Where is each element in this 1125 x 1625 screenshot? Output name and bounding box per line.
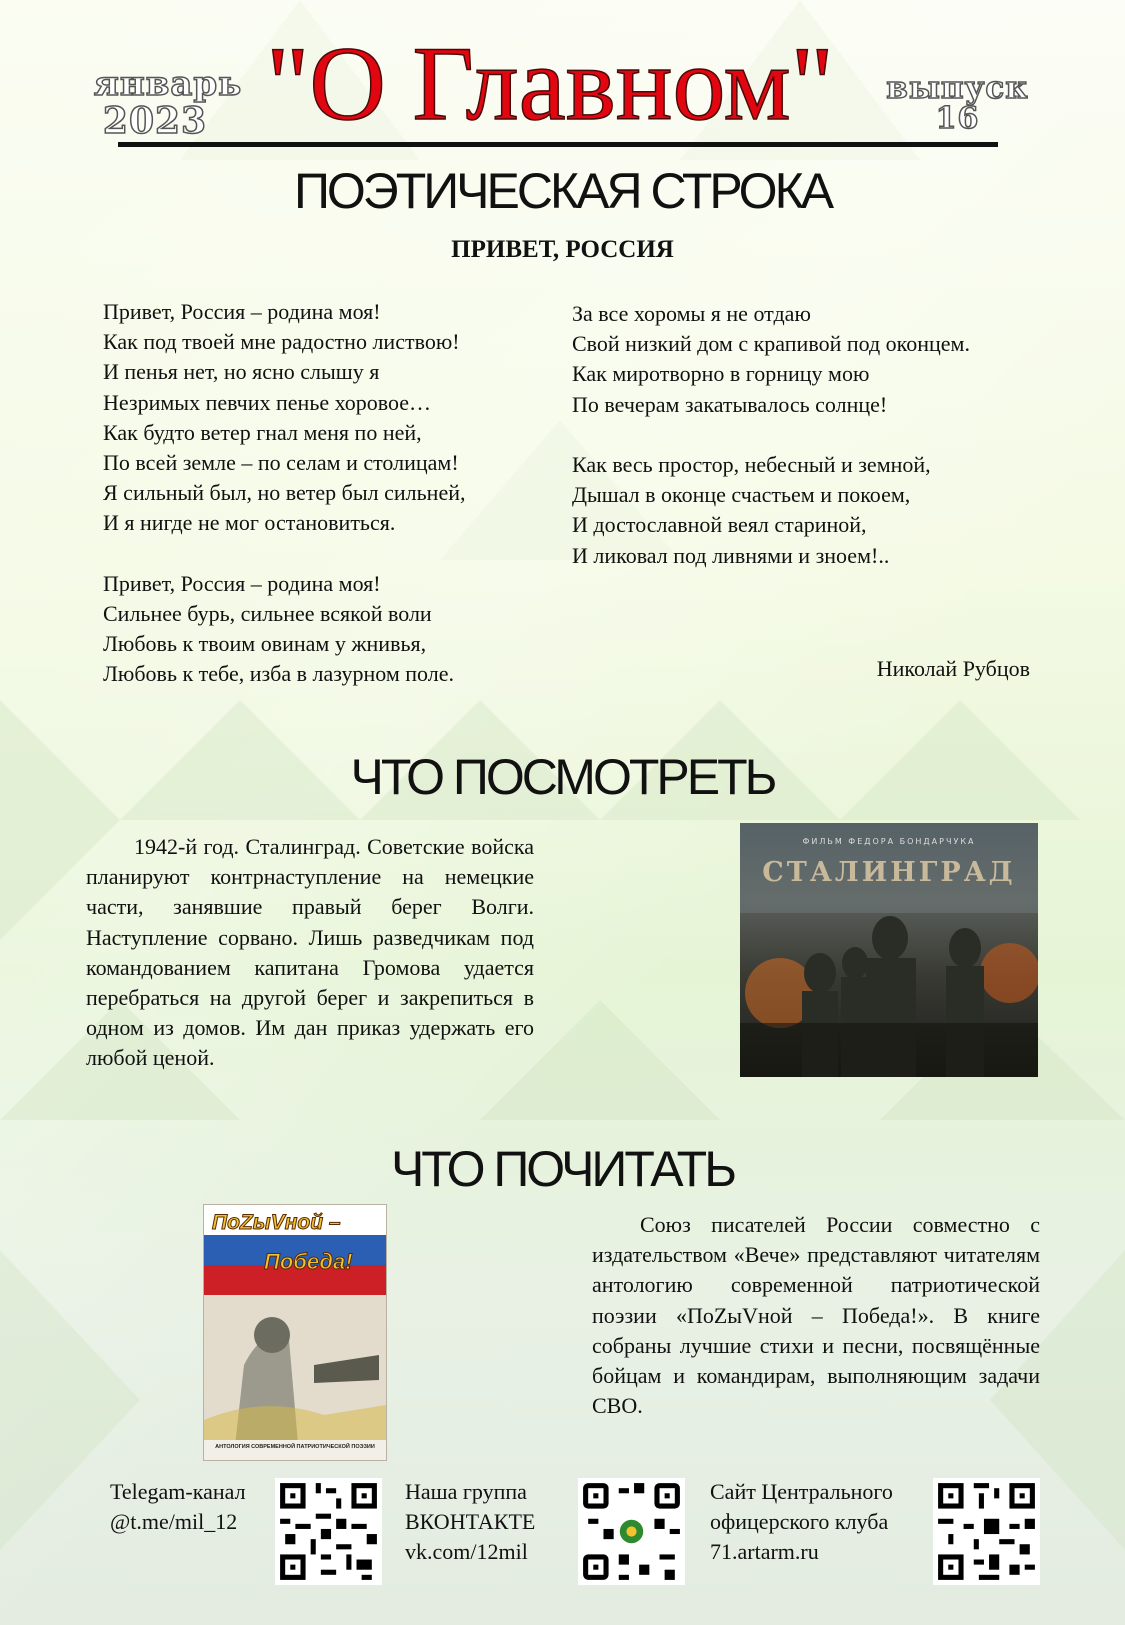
poem-left-column: Привет, Россия – родина моя! Как под твоей мне радостно листвою! И пенья нет, но ясно слышу я Незримых певчих пенье хоровое… Как будто ветер гнал меня по ней, По всей земле – по селам и столицам! Я сильный был, но ветер был сильней, И я нигде не мог остановиться. Привет, Россия – родина моя! Сильнее бурь, сильнее всякой воли Любовь к твоим овинам у жнивья, Любовь к тебе, изба в лазурном поле.: [103, 299, 466, 687]
book-cover: [203, 1204, 387, 1461]
poem-title: ПРИВЕТ, РОССИЯ: [451, 236, 674, 263]
issue-year: 2023: [102, 100, 208, 142]
book-cover-title-1: ПоZыVной –: [212, 1211, 341, 1234]
contact-telegram: Telegam-канал @t.me/mil_12: [110, 1479, 246, 1534]
issue-month: январь: [93, 64, 243, 104]
poster-title: СТАЛИНГРАД: [762, 857, 1016, 888]
poetry-section-title: ПОЭТИЧЕСКАЯ СТРОКА: [293, 163, 832, 219]
issue-label: выпуск: [886, 70, 1029, 106]
book-cover-caption: АНТОЛОГИЯ СОВРЕМЕННОЙ ПАТРИОТИЧЕСКОЙ ПОЭЗИИ: [215, 1444, 375, 1450]
book-cover-title-2: Победа!: [264, 1249, 353, 1274]
contact-website: Сайт Центрального офицерского клуба 71.artarm.ru: [710, 1479, 893, 1564]
qr-pattern: [578, 1478, 685, 1585]
watch-section-title: ЧТО ПОСМОТРЕТЬ: [350, 749, 775, 805]
qr-pattern: [933, 1478, 1040, 1585]
newspaper-title: "О Главном": [266, 25, 834, 142]
film-description: 1942-й год. Сталинград. Советские войска планируют контрнаступление на немецкие части, занявшие правый берег Волги. Наступление сорвано. Лишь разведчикам под командованием капитана Громова удается перебраться на другой берег и закрепиться в одном из домов. Им дан приказ удержать его любой ценой.: [86, 834, 534, 1071]
book-description: Союз писателей России совместно с издательством «Вече» представляют читателям антологию современной патриотической поэзии «ПоZыVной – Победа!». В книге собраны лучшие стихи и песни, посвящённые бойцам и командирам, выполняющим задачи СВО.: [592, 1212, 1040, 1419]
contact-vkontakte: Наша группа ВКОНТАКТЕ vk.com/12mil: [405, 1479, 536, 1564]
website-qr-code[interactable]: [933, 1478, 1040, 1585]
film-poster: [740, 823, 1038, 1077]
poster-credit: ФИЛЬМ ФЕДОРА БОНДАРЧУКА: [802, 837, 976, 846]
book-cover-art: [204, 1205, 386, 1460]
telegram-qr-code[interactable]: [275, 1478, 382, 1585]
read-section-title: ЧТО ПОЧИТАТЬ: [390, 1141, 735, 1197]
vkontakte-qr-code[interactable]: [578, 1478, 685, 1585]
header-rule: [118, 142, 998, 147]
poem-author: Николай Рубцов: [876, 656, 1030, 681]
issue-number: 16: [935, 101, 980, 136]
qr-pattern: [275, 1478, 382, 1585]
poem-right-column: За все хоромы я не отдаю Свой низкий дом с крапивой под оконцем. Как миротворно в горницу мою По вечерам закатывалось солнце! Как весь простор, небесный и земной, Дышал в оконце счастьем и покоем, И достославной веял стариной, И ликовал под ливнями и зноем!..: [572, 301, 970, 568]
